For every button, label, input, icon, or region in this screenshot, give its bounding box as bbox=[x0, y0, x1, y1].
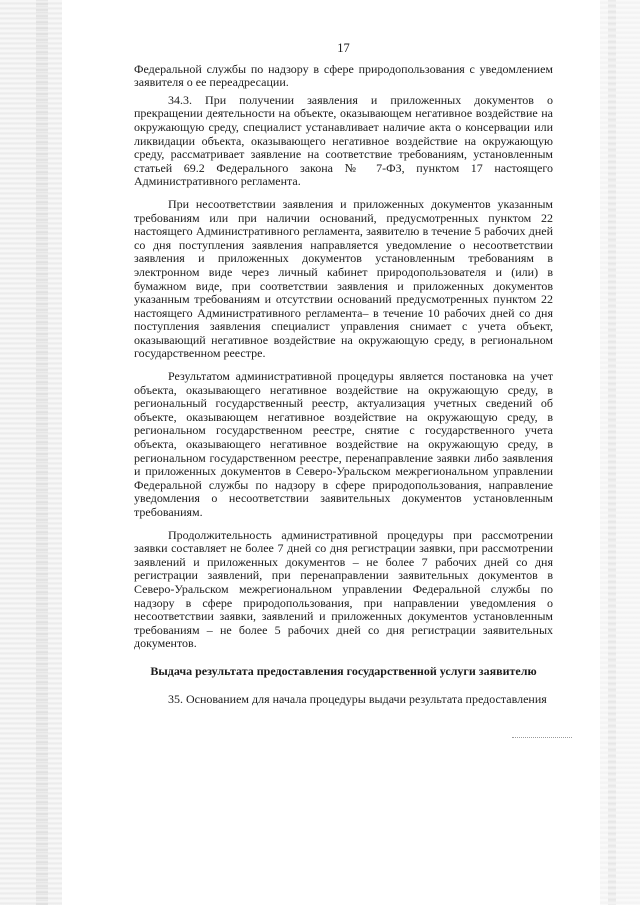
scan-right-edge bbox=[600, 0, 640, 905]
scan-artifact-dots bbox=[512, 737, 572, 740]
paragraph-continuation: Федеральной службы по надзору в сфере природопользования с уведомлением заявителя о ее переадресации. bbox=[134, 61, 553, 90]
section-heading: Выдача результата предоставления государственной услуги заявителю bbox=[150, 663, 537, 678]
paragraph-noncompliance: При несоответствии заявления и приложенных документов указанным требованиям или при наличии оснований, предусмотренных пунктом 22 настоящего Административного регламента, заявителю в течение 5 рабочих дней со дня поступления заявления направляется уведомление о несоответствии заявления и приложенных документов установленным требованиям в электронном виде через личный кабинет природопользователя и (или) в бумажном виде, при соответствии заявления и приложенных документов указанным требованиям и отсутствии оснований предусмотренных пунктом 22 настоящего Административного регламента– в течение 10 рабочих дней со дня поступления заявления специалист управления снимает с учета объект, оказывающий негативное воздействие на окружающую среду, в региональном государственном реестре. bbox=[134, 196, 553, 361]
scan-left-edge bbox=[0, 0, 62, 905]
paragraph-35: 35. Основанием для начала процедуры выдачи результата предоставления bbox=[168, 691, 547, 706]
document-page bbox=[134, 42, 553, 706]
paragraph-duration: Продолжительность административной процедуры при рассмотрении заявки составляет не более 7 дней со дня регистрации заявки, при рассмотрении заявлений и приложенных документов – не более 7 рабочих дней со дня регистрации заявлений, при перенаправлении заявительных документов в Северо-Уральском межрегиональном управлении Федеральной службы по надзору в сфере природопользования, при направлении уведомления о несоответствии заявки, заявлений и приложенных документов установленным требованиям – не более 5 рабочих дней со дня регистрации заявительных документов. bbox=[134, 527, 553, 651]
paragraph-result: Результатом административной процедуры является постановка на учет объекта, оказывающего негативное воздействие на окружающую среду, в региональный государственный реестр, актуализация учетных сведений об объекте, оказывающем негативное воздействие на окружающую среду, в региональном государственном реестре, снятие с государственного учета объекта, оказывающего негативное воздействие на окружающую среду, в региональном государственном реестре, перенаправление заявки либо заявления и приложенных документов в Северо-Уральском межрегиональном управлении Федеральной службы по надзору в сфере природопользования, направление уведомления о несоответствии заявительных документов установленным требованиям. bbox=[134, 369, 553, 519]
page-number: 17 bbox=[337, 41, 350, 55]
paragraph-34-3: 34.3. При получении заявления и приложенных документов о прекращении деятельности на объекте, оказывающем негативное воздействие на окружающую среду, специалист устанавливает наличие акта о консервации или ликвидации объекта, оказывающего негативное воздействие на окружающую среду, рассматривает заявление на соответствие требованиям, установленным статьей 69.2 Федерального закона № 7-ФЗ, пунктом 17 настоящего Административного регламента. bbox=[134, 92, 553, 189]
